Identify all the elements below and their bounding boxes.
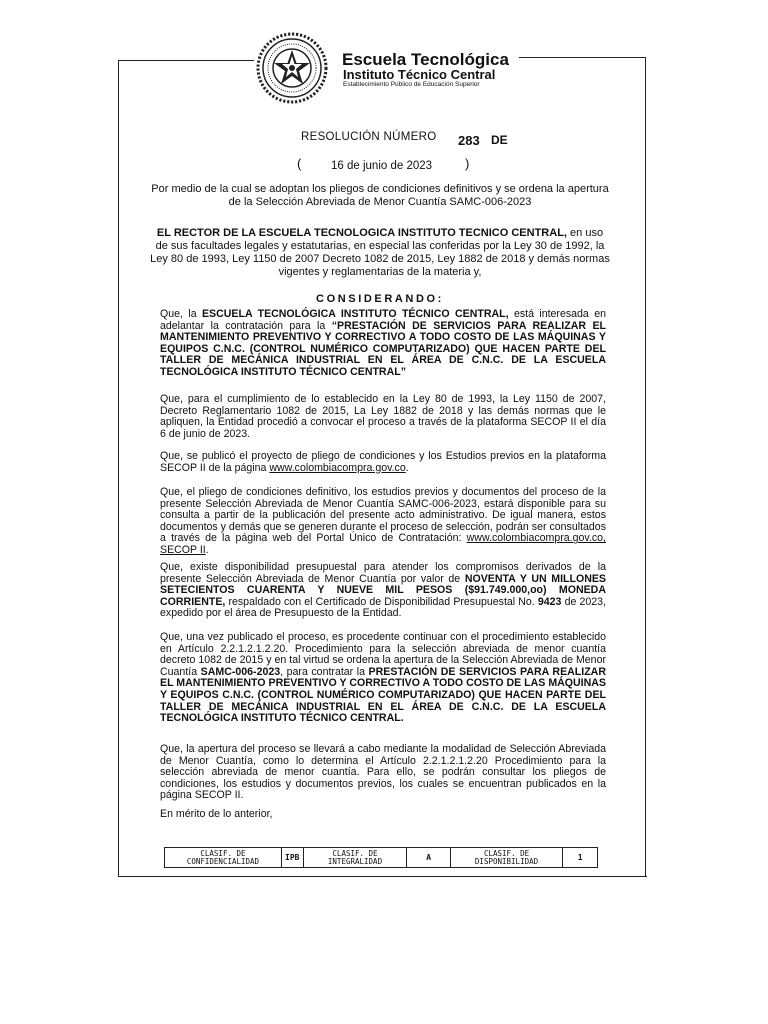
- p6-bold-d: PRESTACIÓN DE SERVICIOS PARA REALIZAR EL MANTENIMIENTO PREVENTIVO Y CORRECTIVO A TODO COSTO DE LAS MÁQUINAS Y EQUIPOS C.N.C. (CONTROL NUMÉRICO COMPUTARIZADO) QUE HACEN PARTE DEL TALLER DE MECÁNICA INDUSTRIAL EN EL ÁREA DE C.N.C. DE LA ESCUELA TECNOLÓGICA INSTITUTO TÉCNICO CENTRAL.: [160, 665, 606, 725]
- institution-subtitle: Instituto Técnico Central: [343, 67, 496, 82]
- p5-text-e: de 2023, expedido por el área de Presupuesto de la Entidad.: [160, 595, 606, 620]
- institution-tagline: Establecimiento Público de Educación Superior: [343, 81, 480, 88]
- rector-title: EL RECTOR DE LA ESCUELA TECNOLOGICA INSTITUTO TECNICO CENTRAL,: [156, 227, 567, 239]
- resolution-number: 283: [458, 133, 480, 148]
- secop-link[interactable]: www.colombiacompra.gov.co, SECOP II: [160, 532, 606, 556]
- p5-text-c: respaldado con el Certificado de Disponibilidad Presupuestal No.: [225, 595, 538, 608]
- paragraph-2: Que, para el cumplimiento de lo establecido en la Ley 80 de 1993, la Ley 1150 de 2007, Decreto Reglamentario 1082 de 2015, La Ley 1882 de 2018 y las demás normas que le apliquen, la Entidad procedió a convocar el proceso a través de la plataforma SECOP II el día 6 de junio de 2023.: [160, 393, 606, 440]
- p3-text-a: Que, se publicó el proyecto de pliego de condiciones y los Estudios previos en la plataforma SECOP II de la página: [160, 450, 606, 474]
- rector-faculties: en uso de sus facultades legales y estatutarias, en especial las conferidas por la Ley 30 de 1992, la Ley 80 de 1993, Ley 1150 de 2007 Decreto 1082 de 2015, Ley 1882 de 2018 y demás normas vigentes y reglamentarias de la materia y,: [150, 227, 610, 278]
- colombiacompra-link[interactable]: www.colombiacompra.gov.co: [269, 461, 406, 474]
- p5-bold-b: NOVENTA Y UN MILLONES SETECIENTOS CUARENTA Y NUEVE MIL PESOS ($91.749.000,oo) MONEDA CORRIENTE,: [160, 572, 606, 608]
- resolution-object: Por medio de la cual se adoptan los pliegos de condiciones definitivos y se ordena la apertura de la Selección Abreviada de Menor Cuantía SAMC-006-2023: [151, 183, 609, 208]
- p5-bold-d: 9423: [537, 595, 562, 608]
- confidentiality-value: IPB: [281, 848, 303, 868]
- paragraph-6: [160, 632, 606, 725]
- p6-text-a: Que, una vez publicado el proceso, es procedente continuar con el procedimiento establecido en Artículo 2.2.1.2.1.2.20. Procedimiento para la selección abreviada de menor cuantía decreto 1082 de 2015 y en tal virtud se ordena la apertura de la Selección Abreviada de Menor Cuantía: [160, 631, 606, 678]
- frame-top-right-line: [519, 57, 645, 58]
- considerando-heading: CONSIDERANDO:: [316, 293, 444, 305]
- classification-row: [165, 848, 598, 868]
- p3-text-c: .: [405, 461, 409, 474]
- paragraph-8: En mérito de lo anterior,: [160, 808, 273, 820]
- paragraph-1: [160, 309, 606, 379]
- paragraph-7: Que, la apertura del proceso se llevará a cabo mediante la modalidad de Selección Abreviada de Menor Cuantía, como lo determina el Artículo 2.2.1.2.1.2.20 Procedimiento para la selección abreviada de menor cuantía. Para ello, se podrán consultar los pliegos de condiciones, los estudios y documentos previos, los cuales se encuentran publicados en la página SECOP II.: [160, 743, 606, 802]
- paragraph-3: [160, 451, 606, 474]
- paragraph-4: [160, 487, 606, 557]
- institution-seal-icon: [256, 32, 328, 104]
- integrity-label: CLASIF. DE INTEGRALIDAD: [303, 848, 407, 868]
- p4-text-a: Que, el pliego de condiciones definitivo, los estudios previos y documentos del proceso de la presente Selección Abreviada de Menor Cuantía SAMC-006-2023, estará disponible para su consulta a partir de la publicación del presente acto administrativo. De igual manera, estos documentos y demás que se generen durante el proceso de selección, podrán ser consultados a través de la página web del Portal Único de Contratación:: [160, 486, 606, 545]
- resolution-date: 16 de junio de 2023: [331, 160, 433, 172]
- paragraph-5: [160, 562, 606, 620]
- resolution-label: RESOLUCIÓN NÚMERO: [301, 131, 437, 143]
- institution-name: Escuela Tecnológica: [342, 50, 509, 69]
- frame-bottom-line: [118, 876, 647, 877]
- integrity-value: A: [407, 848, 450, 868]
- resolution-de: DE: [491, 133, 508, 147]
- p1-text-c: está interesada en adelantar la contratación para la: [160, 308, 606, 332]
- rector-statement: [150, 227, 610, 279]
- p6-text-c: , para contratar la: [280, 665, 369, 678]
- p4-text-c: .: [205, 543, 209, 556]
- date-paren-close: ): [465, 156, 470, 171]
- frame-top-left-line: [118, 60, 254, 61]
- p1-bold-d: “PRESTACIÓN DE SERVICIOS PARA REALIZAR EL MANTENIMIENTO PREVENTIVO Y CORRECTIVO A TODO COSTO DE LAS MÁQUINAS Y EQUIPOS C.N.C. (CONTROL NUMÉRICO COMPUTARIZADO) QUE HACEN PARTE DEL TALLER DE MECÁNICA INDUSTRIAL EN EL ÁREA DE C.N.C. DE LA ESCUELA TECNOLÓGICA INSTITUTO TÉCNICO CENTRAL”: [160, 319, 606, 378]
- date-paren-open: (: [297, 156, 302, 171]
- p5-text-a: Que, existe disponibilidad presupuestal para atender los compromisos derivados de la presente Selección Abreviada de Menor Cuantía por valor de: [160, 561, 606, 585]
- frame-left-line: [118, 60, 119, 876]
- availability-label: CLASIF. DE DISPONIBILIDAD: [450, 848, 563, 868]
- availability-value: 1: [563, 848, 598, 868]
- confidentiality-label: CLASIF. DE CONFIDENCIALIDAD: [165, 848, 282, 868]
- p1-bold-b: ESCUELA TECNOLÓGICA INSTITUTO TÉCNICO CENTRAL,: [201, 308, 509, 320]
- classification-table: [164, 847, 598, 868]
- p1-text-a: Que, la: [160, 308, 202, 320]
- frame-right-line: [645, 57, 646, 876]
- p6-bold-b: SAMC-006-2023: [200, 665, 281, 678]
